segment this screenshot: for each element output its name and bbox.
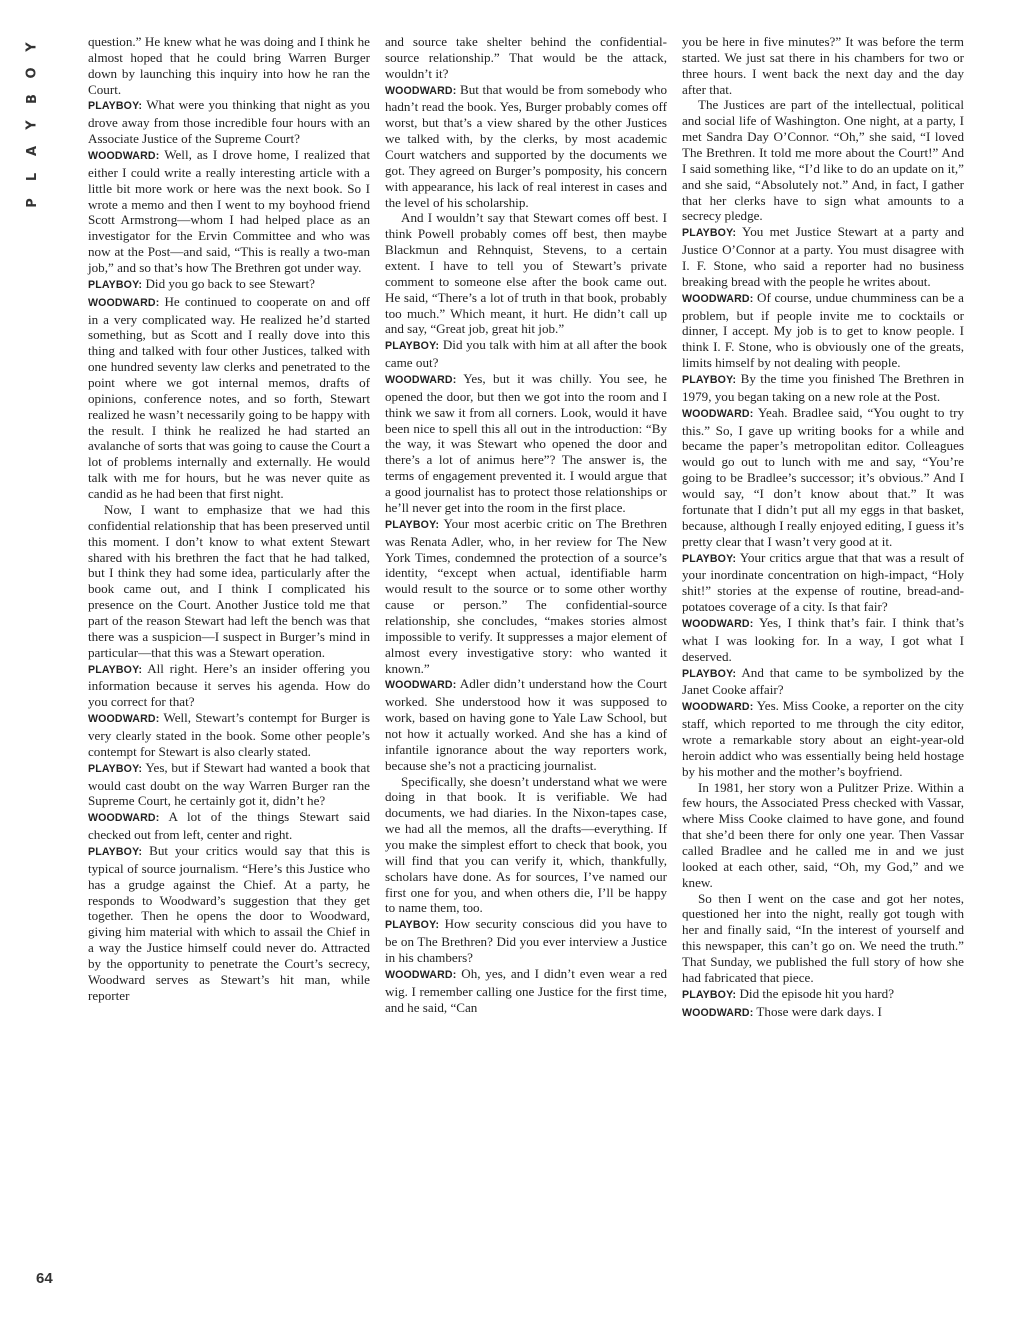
paragraph-text: So then I went on the case and got her notes, questioned her into the night, really got tough with her and finally said, “In the interest of yourself and this newspaper, this can’t go on. We need the truth.” That Sunday, we published the full story of how she had fabricated that piece. [682,890,964,985]
paragraph-text: All right. Here’s an insider offering you information because it serves his agenda. How do you correct for that? [88,660,370,710]
speaker-label: PLAYBOY: [682,227,737,240]
paragraph-text: Now, I want to emphasize that we had this confidential relationship that has been preserved until this moment. I don’t know to what extent Stewart shared with his brethren the fact that he had talked, but I think they had some idea, particularly after the book came out, and I think I complicated his presence on the Court. Another Justice told me that part of the reason Stewart had left the bench was that there was a suspicion—I suspect in Burger’s mind in particular—that this was a Stewart operation. [88,501,370,660]
speaker-label: WOODWARD: [682,292,754,305]
paragraph-text: The Justices are part of the intellectual, political and social life of Washington. One night, at a party, I met Sandra Day O’Connor. “Oh,” she said, “I loved The Brethren. It told me more about the Court!” And I said something like, “I’d like to do an update on it,” and she said, “Absolutely not.” And, in fact, I gather that her clerks have to sign what amounts to a secrecy pledge. [682,97,964,224]
paragraph-text: Well, Stewart’s contempt for Burger is very clearly stated in the book. Some other people’s contempt for Stewart is also clearly stated. [88,710,370,759]
speaker-label: WOODWARD: [88,150,160,163]
dialogue-paragraph [88,710,370,760]
paragraph-text: Adler didn’t understand how the Court worked. She understood how it was supposed to work, based on having gone to Yale Law School, but not how it actually worked. And she has a kind of infantile ignorance about the way reporters work, because she’s not a practicing journalist. [385,676,667,773]
dialogue-paragraph [682,698,964,779]
speaker-label: WOODWARD: [88,296,160,309]
speaker-label: WOODWARD: [385,374,457,387]
dialogue-paragraph [385,966,667,1016]
speaker-label: PLAYBOY: [682,667,737,680]
body-paragraph [385,210,667,337]
dialogue-paragraph [385,371,667,516]
dialogue-paragraph [88,294,370,502]
speaker-label: WOODWARD: [682,617,754,630]
dialogue-paragraph [88,661,370,711]
dialogue-paragraph [88,843,370,1004]
speaker-label: WOODWARD: [88,713,160,726]
text-column-1 [88,34,370,1004]
masthead-letter: Y [24,42,40,52]
masthead-vertical [24,34,42,216]
speaker-label: PLAYBOY: [88,278,143,291]
speaker-label: PLAYBOY: [682,374,737,387]
speaker-label: PLAYBOY: [88,762,143,775]
body-paragraph [682,780,964,891]
speaker-label: WOODWARD: [88,812,160,825]
paragraph-text: Your critics argue that that was a result of your inordinate concentration on high-impact, “Holy shit!” stories at the expense of routine, bread-and-potatoes coverage of a city. Is that fair? [682,549,964,615]
body-paragraph [385,774,667,917]
masthead-letter: B [24,94,40,104]
body-paragraph [88,34,370,97]
speaker-label: PLAYBOY: [385,919,440,932]
dialogue-paragraph [682,371,964,405]
paragraph-text: And that came to be symbolized by the Janet Cooke affair? [682,664,964,698]
speaker-label: PLAYBOY: [88,845,143,858]
masthead-letter: O [25,67,40,79]
page-number: 64 [36,1270,53,1287]
paragraph-text: and source take shelter behind the confidential-source relationship.” That would be the attack, wouldn’t it? [385,34,667,81]
dialogue-paragraph [88,147,370,276]
paragraph-text: You met Justice Stewart at a party and Justice O’Connor at a party. You must disagree with I. F. Stone, who said a reporter had no business breaking bread with the people he writes about. [682,224,964,289]
paragraph-text: He continued to cooperate on and off in a very complicated way. He realized he’d started something, but as Scott and I really dove into this thing and talked with four other Justices, talked with one hundred seventy law clerks and penetrated to the point where we got internal memos, drafts of opinions, conference notes, and so forth, Stewart realized he wasn’t necessarily going to be happy with the result. I think he realized he had started an avalanche of sorts that was going to cause the Court a lot of problems internally and externally. He would talk with me for hours, but he was never quite as candid as he had been that first night. [88,293,370,502]
paragraph-text: you be here in five minutes?” It was before the term started. We just sat there in his chambers for two or three hours. I went back the next day and the day after that. [682,34,964,97]
paragraph-text: By the time you finished The Brethren in 1979, you began taking on a new role at the Post. [682,371,964,404]
dialogue-paragraph [682,290,964,371]
dialogue-paragraph [682,550,964,615]
speaker-label: PLAYBOY: [88,100,143,113]
paragraph-text: Yes, but if Stewart had wanted a book that would cast doubt on the way Warren Burger ran the Supreme Court, he certainly got it, didn’t he? [88,759,370,809]
dialogue-paragraph [88,276,370,294]
dialogue-paragraph [88,760,370,810]
body-paragraph [682,97,964,224]
paragraph-text: Those were dark days. I [756,1003,882,1019]
paragraph-text: Of course, undue chumminess can be a problem, but if people invite me to cocktails or dinner, I accept. My job is to get to know people. I think I. F. Stone, who is obviously one of the greats, limits himself by not dealing with people. [682,289,964,371]
paragraph-text: What were you thinking that night as you drove away from those incredible four hours with an Associate Justice of the Supreme Court? [88,97,370,147]
dialogue-paragraph [385,82,667,211]
dialogue-paragraph [682,986,964,1004]
speaker-label: PLAYBOY: [385,518,440,531]
dialogue-paragraph [682,665,964,699]
speaker-label: WOODWARD: [682,701,754,714]
paragraph-text: Yeah. Bradlee said, “You ought to try this.” So, I gave up writing books for a while and became the paper’s metropolitan editor. Colleagues would go out to lunch with me and say, “You’re going to be Bradlee’s successor; it’s obvious.” And I would say, “I don’t know about that.” It was fortunate that I didn’t put all my eggs in that basket, because, although I really enjoyed editing, I guess it’s pretty clear that I wasn’t very good at it. [682,404,964,549]
paragraph-text: Yes, I think that’s fair. I think that’s what I was looking for. In a way, I got what I deserved. [682,614,965,664]
speaker-label: WOODWARD: [385,968,457,981]
dialogue-paragraph [385,916,667,966]
body-paragraph [88,502,370,661]
paragraph-text: How security conscious did you have to be on The Brethren? Did you ever interview a Justice in his chambers? [385,916,667,965]
speaker-label: WOODWARD: [682,407,754,420]
dialogue-paragraph [88,809,370,843]
dialogue-paragraph [682,224,964,289]
paragraph-text: Specifically, she doesn’t understand what we were doing in that book. It is verifiable. We had documents, we had diaries. In the Nixon-tapes case, we had all the memos, all the drafts—everything. If you make the simplest effort to check that book, you will find that you can verify it, which, thankfully, scholars have done. As for sources, I’ve named our first one for you, and when others die, I’ll be happy to name them, too. [385,773,667,916]
paragraph-text: But your critics would say that this is typical of source journalism. “Here’s this Justice who has a grudge against the Chief. At a party, he responds to Woodward’s suggestion that they get together. Then he opens the door to Woodward, giving him material with which to assail the Chief in a way the Justice himself could never do. Attracted by the opportunity to penetrate the Court’s secrecy, Woodward serves as Stewart’s hit man, while reporter [88,842,370,1003]
speaker-label: PLAYBOY: [88,663,143,676]
dialogue-paragraph [385,516,667,677]
paragraph-text: Well, as I drove home, I realized that either I could write a really interesting article with a little bit more work or here was the next book. So I wrote a memo and then I went to my boyhood friend Scott Armstrong—whom I had helped place as an investigator for the Ervin Committee and who was now at the Post—and said, “This is really a two-man job,” and so that’s how The Brethren got under way. [88,147,370,276]
paragraph-text: Did you talk with him at all after the book came out? [385,337,667,371]
dialogue-paragraph [682,1004,964,1022]
speaker-label: PLAYBOY: [682,552,737,565]
paragraph-text: But that would be from somebody who hadn’t read the book. Yes, Burger probably comes off worst, but that’s a view shared by the other Justices we talked with, by the clerks, by most academic Court watchers and supported by the documents we got. They agreed on Burger’s pomposity, his concern with appearance, his lack of real interest in cases and the level of his scholarship. [385,81,667,210]
masthead-letter: L [24,172,40,182]
masthead-letter: Y [24,120,40,130]
text-column-3 [682,34,964,1021]
speaker-label: WOODWARD: [385,84,457,97]
paragraph-text: Yes, but it was chilly. You see, he opened the door, but then we got into the room and I think we saw it from all corners. Look, would it have been nice to spell this all out in the introduction: “By the way, it was Stewart who opened the door and there’s a lot of animus here”? The answer is, the terms of engagement prevented it. I would argue that a good journalist has to protect those relationships or he’ll never get into the room in the first place. [385,371,667,515]
body-paragraph [682,34,964,97]
dialogue-paragraph [385,337,667,371]
paragraph-text: And I wouldn’t say that Stewart comes off best. I think Powell probably comes off best, then maybe Blackmun and Rehnquist, Stevens, to a certain extent. I have to tell you of Stewart’s private comment to someone else after the book came out. He said, “There’s a lot of truth in that book, probably too much.” Which meant, it hurt. He didn’t call up and say, “Great job, great hit job.” [385,210,667,337]
paragraph-text: Your most acerbic critic on The Brethren was Renata Adler, who, in her review for The New York Times, condemned the protection of a source’s identity, “except when actual, identifiable harm would result to the source or to some other worthy cause or person.” The confidential-source relationship, she concludes, “makes stories almost impossible to verify. It suppresses a major element of almost every investigative story: who wanted it known.” [385,515,667,676]
speaker-label: WOODWARD: [682,1006,754,1019]
speaker-label: WOODWARD: [385,679,457,692]
paragraph-text: Yes. Miss Cooke, a reporter on the city staff, which reported to me through the city editor, wrote a remarkable story about an eight-year-old heroin addict who was essentially being held hostage by his mother and the mother’s boyfriend. [682,698,964,779]
dialogue-paragraph [682,615,964,665]
speaker-label: PLAYBOY: [682,988,737,1001]
body-paragraph [385,34,667,82]
dialogue-paragraph [88,97,370,147]
paragraph-text: question.” He knew what he was doing and I think he almost hoped that he could bring Warren Burger down by launching this inquiry into how he ran the Court. [88,34,370,97]
paragraph-text: A lot of the things Stewart said checked out from left, center and right. [88,809,370,843]
speaker-label: PLAYBOY: [385,340,440,353]
text-column-2 [385,34,667,1015]
dialogue-paragraph [385,676,667,773]
paragraph-text: Oh, yes, and I didn’t even wear a red wig. I remember calling one Justice for the first time, and he said, “Can [385,965,668,1015]
masthead-letter: A [25,145,40,157]
paragraph-text: Did you go back to see Stewart? [145,275,315,291]
paragraph-text: Did the episode hit you hard? [739,985,895,1001]
body-paragraph [682,891,964,986]
masthead-letter: P [25,198,40,208]
paragraph-text: In 1981, her story won a Pulitzer Prize. Within a few hours, the Associated Press checked with Vassar, where Miss Cooke claimed to have gone, and found that she’d been there for only one year. Then Vassar called Bradlee and he called me in and we just looked at each other, said, “Oh, my God,” and we knew. [682,779,964,890]
dialogue-paragraph [682,405,964,550]
